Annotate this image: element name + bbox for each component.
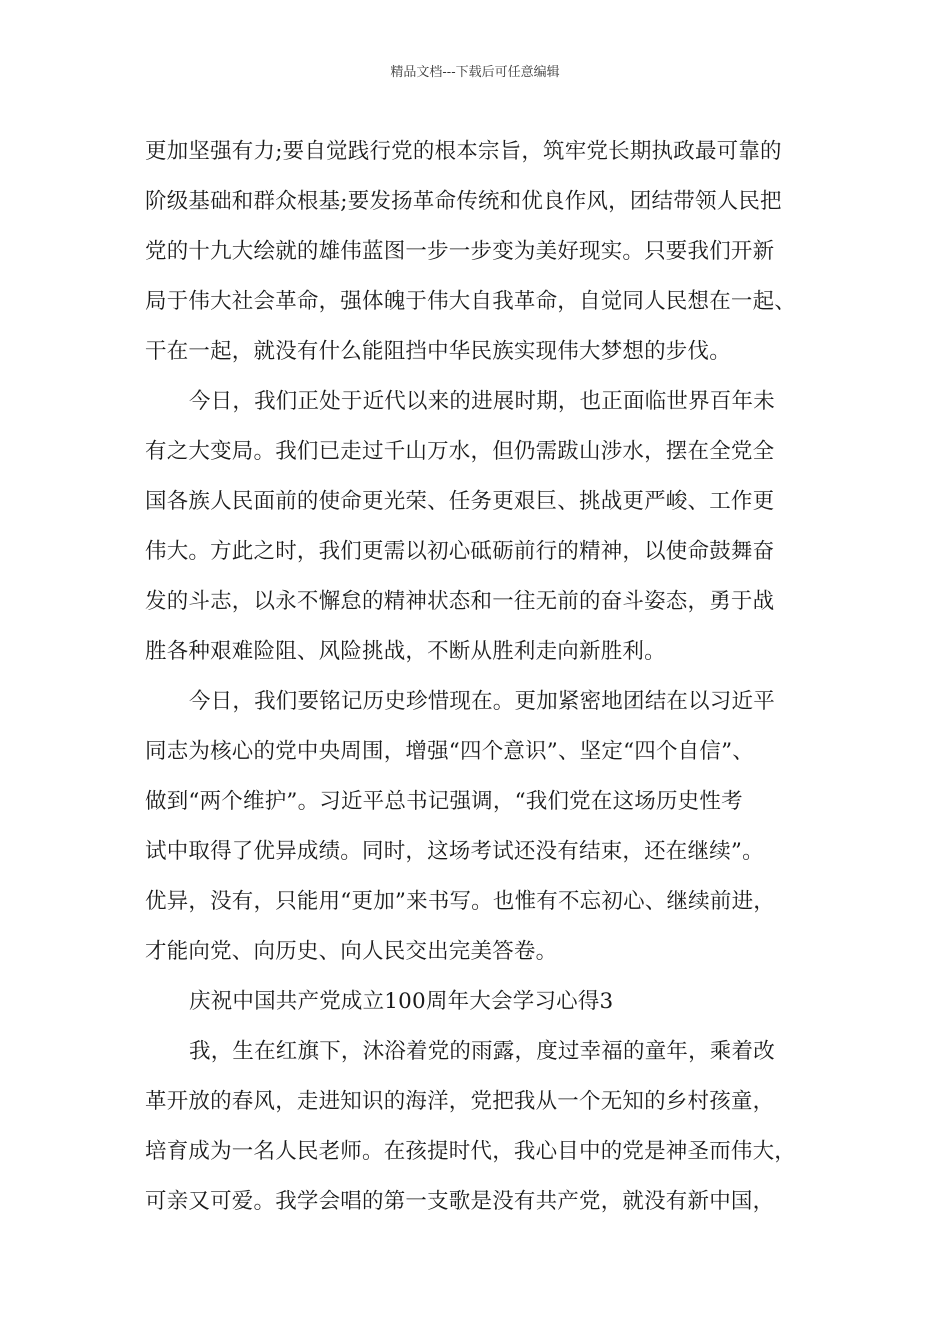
text-line: 更加坚强有力;要自觉践行党的根本宗旨，筑牢党长期执政最可靠的 [145, 139, 782, 164]
section-heading: 庆祝中国共产党成立100周年大会学习心得3 [189, 989, 614, 1014]
text-line: 局于伟大社会革命，强体魄于伟大自我革命，自觉同人民想在一起、 [145, 289, 797, 314]
page-header: 精品文档---下载后可任意编辑 [390, 65, 560, 80]
text-line: 试中取得了优异成绩。同时，这场考试还没有结束，还在继续”。 [145, 839, 764, 864]
text-line: 优异，没有，只能用“更加”来书写。也惟有不忘初心、继续前进， [145, 889, 775, 914]
paragraph-start-line: 今日，我们正处于近代以来的进展时期，也正面临世界百年未 [189, 389, 775, 414]
text-line: 培育成为一名人民老师。在孩提时代，我心目中的党是神圣而伟大， [145, 1139, 797, 1164]
text-line: 有之大变局。我们已走过千山万水，但仍需跋山涉水，摆在全党全 [145, 439, 775, 464]
text-line: 国各族人民面前的使命更光荣、任务更艰巨、挑战更严峻、工作更 [145, 489, 775, 514]
text-line: 同志为核心的党中央周围，增强“四个意识”、坚定“四个自信”、 [145, 739, 754, 764]
paragraph-start-line: 我，生在红旗下，沐浴着党的雨露，度过幸福的童年，乘着改 [189, 1039, 775, 1064]
text-line: 干在一起，就没有什么能阻挡中华民族实现伟大梦想的步伐。 [145, 339, 731, 364]
text-line: 革开放的春风，走进知识的海洋，党把我从一个无知的乡村孩童， [145, 1089, 775, 1114]
text-line: 胜各种艰难险阻、风险挑战，不断从胜利走向新胜利。 [145, 639, 666, 664]
text-line: 做到“两个维护”。习近平总书记强调，“我们党在这场历史性考 [145, 789, 743, 814]
text-line: 才能向党、向历史、向人民交出完美答卷。 [145, 939, 558, 964]
text-line: 伟大。方此之时，我们更需以初心砥砺前行的精神，以使命鼓舞奋 [145, 539, 775, 564]
paragraph-start-line: 今日，我们要铭记历史珍惜现在。更加紧密地团结在以习近平 [189, 689, 775, 714]
text-line: 阶级基础和群众根基;要发扬革命传统和优良作风，团结带领人民把 [145, 189, 782, 214]
document-body [145, 127, 835, 1227]
text-line: 发的斗志，以永不懈怠的精神状态和一往无前的奋斗姿态，勇于战 [145, 589, 775, 614]
text-line: 党的十九大绘就的雄伟蓝图一步一步变为美好现实。只要我们开新 [145, 239, 775, 264]
text-line: 可亲又可爱。我学会唱的第一支歌是没有共产党，就没有新中国， [145, 1189, 775, 1214]
